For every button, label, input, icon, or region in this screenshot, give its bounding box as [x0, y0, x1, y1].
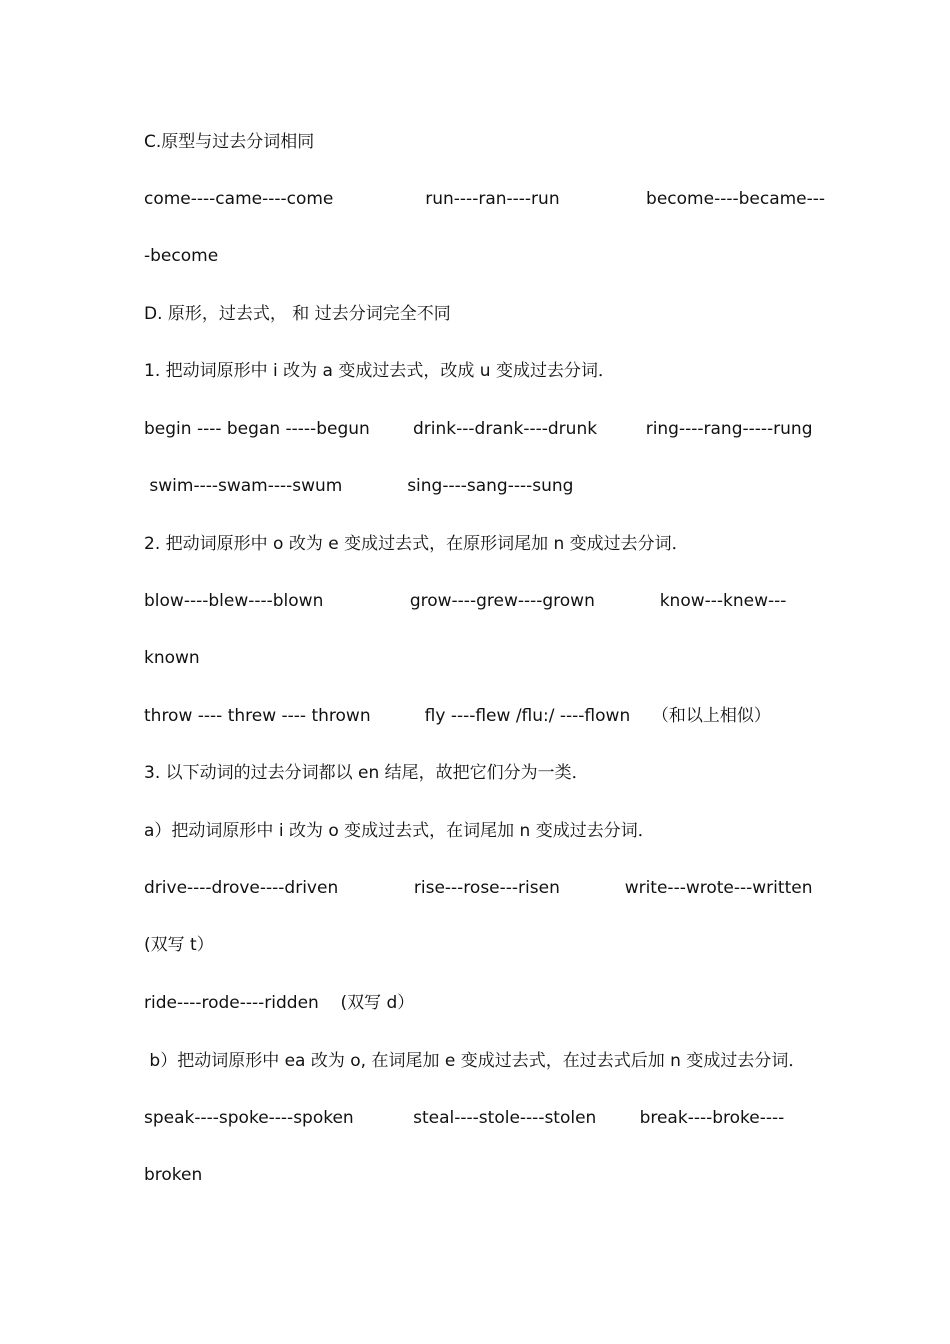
verb-row-continuation: (双写 t） — [144, 935, 214, 955]
verb-row: swim----swam----swum sing----sang----sung — [144, 476, 574, 496]
rule-2: 2. 把动词原形中 o 改为 e 变成过去式，在原形词尾加 n 变成过去分词． — [144, 534, 689, 554]
rule-1: 1. 把动词原形中 i 改为 a 变成过去式，改成 u 变成过去分词． — [144, 361, 615, 381]
rule-3a: a）把动词原形中 i 改为 o 变成过去式，在词尾加 n 变成过去分词． — [144, 821, 655, 841]
verb-row: come----came----come run----ran----run become----became--- — [144, 189, 826, 209]
rule-3b: b）把动词原形中 ea 改为 o, 在词尾加 e 变成过去式，在过去式后加 n 变成过去分词． — [144, 1051, 806, 1071]
verb-row-continuation: broken — [144, 1165, 203, 1185]
verb-row-continuation: -become — [144, 246, 219, 266]
verb-row: throw ---- threw ---- thrown fly ----flew /flu:/ ----flown （和以上相似） — [144, 706, 771, 726]
verb-row: drive----drove----driven rise---rose---risen write---wrote---written — [144, 878, 813, 898]
verb-row: ride----rode----ridden (双写 d） — [144, 993, 415, 1013]
rule-3: 3. 以下动词的过去分词都以 en 结尾，故把它们分为一类． — [144, 763, 589, 783]
section-c-heading: C.原型与过去分词相同 — [144, 132, 315, 152]
verb-row: begin ---- began -----begun drink---drank----drunk ring----rang-----rung — [144, 419, 813, 439]
verb-row: speak----spoke----spoken steal----stole----stolen break----broke---- — [144, 1108, 785, 1128]
verb-row-continuation: known — [144, 648, 200, 668]
section-d-heading: D. 原形，过去式， 和 过去分词完全不同 — [144, 304, 451, 324]
verb-row: blow----blew----blown grow----grew----grown know---knew--- — [144, 591, 787, 611]
